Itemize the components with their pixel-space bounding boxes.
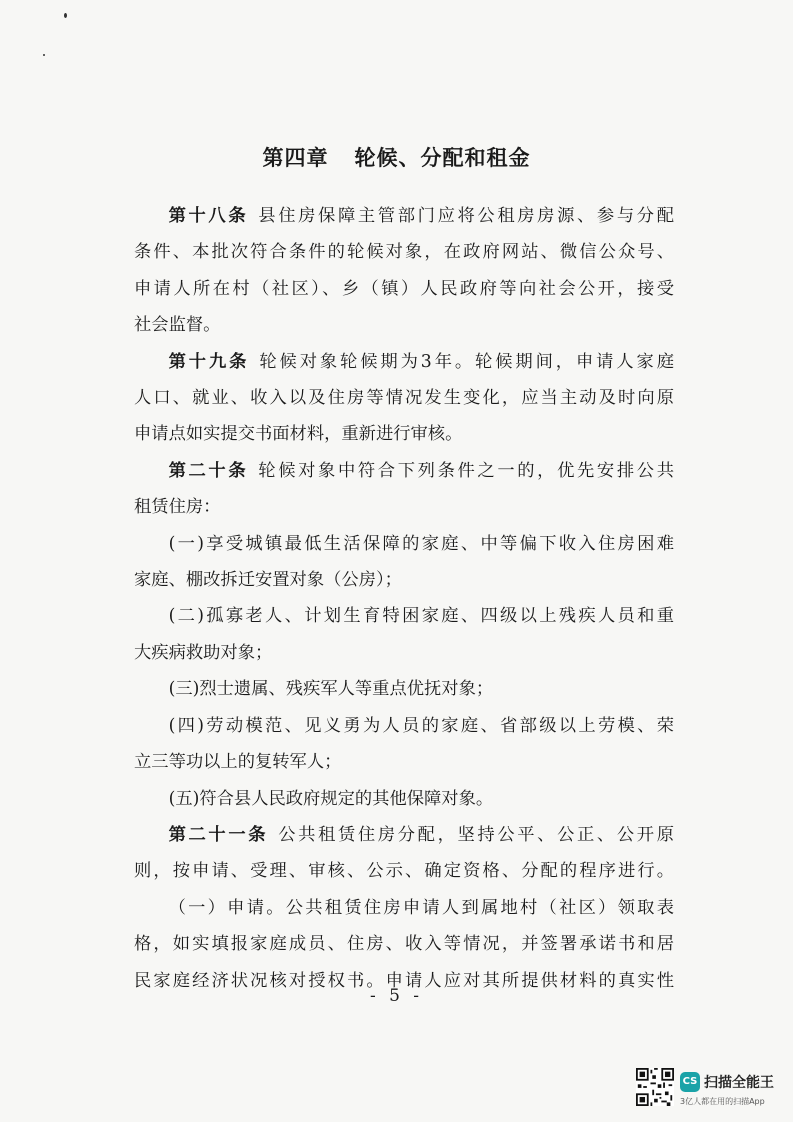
- article-line: 轮候对象轮候期为3年。轮候期间，申请人家庭: [259, 351, 674, 372]
- article-line: 格，如实填报家庭成员、住房、收入等情况，并签署承诺书和居: [134, 934, 674, 955]
- article-18: [134, 198, 674, 344]
- list-item-line: (五)符合县人民政府规定的其他保障对象。: [168, 788, 494, 809]
- chapter-title: [0, 142, 793, 172]
- body-text: [134, 198, 674, 999]
- list-item-line: (一)享受城镇最低生活保障的家庭、中等偏下收入住房困难: [168, 533, 674, 554]
- article-line: 申请点如实提交书面材料，重新进行审核。: [134, 424, 463, 445]
- list-item-line: (二)孤寡老人、计划生育特困家庭、四级以上残疾人员和重: [168, 606, 674, 627]
- list-item-line: 立三等功以上的复转军人；: [134, 752, 342, 773]
- article-line: 民家庭经济状况核对授权书。申请人应对其所提供材料的真实性: [134, 970, 674, 991]
- list-item-line: 大疾病救助对象；: [134, 642, 273, 663]
- chapter-number: 第四章: [262, 146, 329, 170]
- scan-speck: [64, 13, 67, 18]
- article-line: 轮候对象中符合下列条件之一的，优先安排公共: [258, 460, 674, 481]
- article-title: 第二十一条: [168, 824, 269, 845]
- qr-code-icon: [636, 1068, 674, 1106]
- article-line: 人口、就业、收入以及住房等情况发生变化，应当主动及时向原: [134, 388, 674, 409]
- article-line: 公共租赁住房分配，坚持公平、公正、公开原: [278, 824, 674, 845]
- article-21: [134, 817, 674, 999]
- article-line: 条件、本批次符合条件的轮候对象，在政府网站、微信公众号、: [134, 242, 674, 263]
- article-line: 则，按申请、受理、审核、公示、确定资格、分配的程序进行。: [134, 861, 674, 882]
- article-line: 申请人所在村（社区）、乡（镇）人民政府等向社会公开，接受: [134, 278, 674, 299]
- list-item-line: 家庭、棚改拆迁安置对象（公房）；: [134, 570, 402, 591]
- article-line: 社会监督。: [134, 315, 221, 336]
- scanner-brand-name: 扫描全能王: [704, 1075, 774, 1091]
- article-20: [134, 453, 674, 817]
- chapter-name: 轮候、分配和租金: [354, 146, 531, 170]
- list-item-line: (三)烈士遗属、残疾军人等重点优抚对象；: [168, 679, 494, 700]
- article-title: 第十九条: [168, 351, 250, 372]
- list-item-line: (四)劳动模范、见义勇为人员的家庭、省部级以上劳模、荣: [168, 715, 674, 736]
- article-line: （一）申请。公共租赁住房申请人到属地村（社区）领取表: [168, 897, 674, 918]
- article-line: 租赁住房：: [134, 497, 221, 518]
- page-number: - 5 -: [369, 986, 424, 1006]
- article-title: 第十八条: [168, 206, 249, 226]
- scanner-logo-icon: CS: [680, 1072, 700, 1092]
- article-19: [134, 344, 674, 453]
- scanner-watermark: [636, 1068, 786, 1114]
- scan-speck: [43, 54, 45, 56]
- article-line: 县住房保障主管部门应将公租房房源、参与分配: [258, 206, 674, 226]
- article-title: 第二十条: [168, 460, 249, 481]
- scanner-slogan: 3亿人都在用的扫描App: [680, 1097, 765, 1106]
